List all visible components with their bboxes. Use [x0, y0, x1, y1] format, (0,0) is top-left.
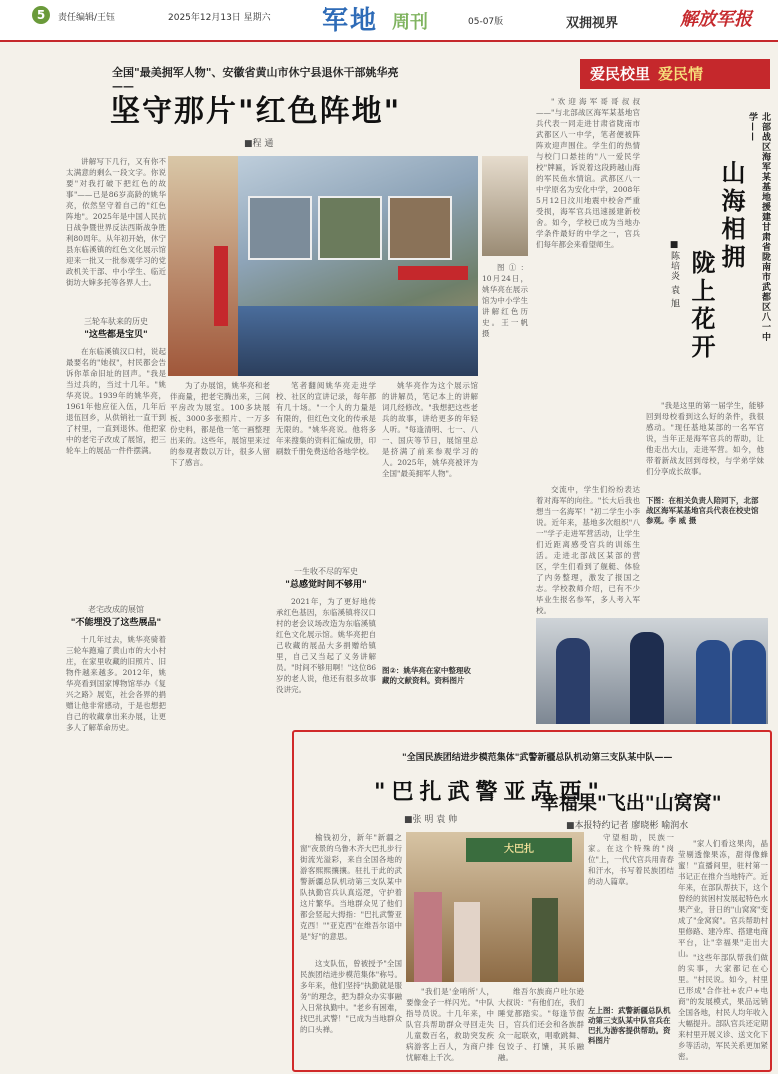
right-top-column-3: "我是这里的第一届学生，能够回到母校看到这么好的条件，我很感动。"现任基地某部的一名军官说，当年正是海军官兵的帮助，让他走出大山，走进军营。如今，他带着新战友回到母校，与学弟学妹们分享成长故事。 — [646, 401, 764, 476]
right-top-photo — [536, 618, 768, 724]
lead-column-1: 讲解写下几行，又有你不太满意的剩么一段文字。你说要"对我打破下把红色的故事"——已是86岁高龄的姚华亮，依然坚守着自己的"红色阵地"。2025年是中国人民抗日战争暨世界反法西斯战争胜利80周年。从年初开始，休宁县东临溪镇的红色文化展示馆迎来一批又一批参观学习的党政机关干部、中小学生、临近街坊大婶多托等各界人士。 — [66, 157, 166, 287]
lead-subhead-1: 三轮车驮来的历史 "这些都是宝贝" — [84, 317, 148, 340]
box-column-1: 榆钱初分，新年"新疆之窗"夜景的乌鲁木齐大巴扎步行街流光溢彩，来自全国各地的游客熙熙攘攘。驻扎于此的武警新疆总队机动第三支队某中队执勤官兵认真巡逻，守护着这片繁华。当地群众见了他们都会竖起大拇指："巴扎武警亚克西！""亚克西"在维吾尔语中是"好"的意思。 — [300, 833, 402, 941]
right-top-byline: ■陈培炎 袁 旭 — [669, 240, 679, 309]
lead-subhead-2: 老宅改成的展馆 "不能埋没了这些展品" — [70, 605, 162, 628]
column-banner: 爱民校里 爱民情 — [580, 59, 770, 89]
box-column-4: 维吾尔族商户吐尔逊大叔说："有他们在，我们睡觉都踏实。"每逢节假日，官兵们还会和各族群众一起联欢，唱歌跳舞、包饺子、打馕，其乐融融。 — [498, 987, 584, 1062]
lead-column-5: 笔者翻阅姚华亮走进学校、社区的宣讲记录，每年都有几十场。"一个人的力量是有限的，但红色文化的传承是无限的。"姚华亮说。他将多年来搜集的资料汇编成册，印刷数千册免费送给各地学校。 — [276, 381, 376, 456]
lead-byline: ■程 通 — [244, 139, 274, 149]
lead-photo — [168, 156, 478, 376]
box-column-2: 这支队伍，曾被授予"全国民族团结进步模范集体"称号。多年来，他们坚持"执勤就是服务"的理念，把为群众办实事融入日常执勤中。"老乡有困难，找巴扎武警！"已成为当地群众的口头禅。 — [300, 959, 402, 1034]
right-top-title-a: 山海相拥 — [717, 160, 746, 272]
lead-column-8: 图①：10月24日，姚华亮在展示馆为中小学生讲解红色历史。王一帆 摄 — [482, 263, 528, 338]
right-top-caption: 下图：在相关负责人陪同下，北部战区海军某基地官兵代表在校史馆参观。李 威 摄 — [646, 496, 759, 525]
lead-title: 坚守那片"红色阵地" — [110, 94, 402, 129]
box-caption: 左上图：武警新疆总队机动第三支队某中队官兵在巴扎为游客提供帮助。资料图片 — [588, 1006, 671, 1045]
lead-caption: 图②：姚华亮在家中整理收藏的文献资料。资料图片 — [382, 666, 471, 685]
section-name: 双拥视界 — [566, 16, 619, 31]
editor-credit: 责任编辑/王钰 — [58, 13, 116, 23]
lead-column-3: 十几年过去，姚华亮骑着三轮车跑遍了黄山市的大小村庄，在家里收藏的旧照片、旧物件越来越多。2012年，姚华亮看到国家博物馆举办《复兴之路》展览，社会各界的捐赠让他非常感动，于是也想把自己的收藏拿出来办展，让更多人了解革命历史。 — [66, 635, 166, 732]
right-bottom-title: "幸福果"飞出"山窝窝" — [530, 792, 722, 814]
issue-date: 2025年12月13日 星期六 — [168, 13, 271, 23]
box-column-3: "我们是'金哨所'人，要像金子一样闪光。"中队指导员说。十几年来，中队官兵帮助群众寻回走失儿童数百名，救助突发疾病游客上百人，为商户排忧解难上千次。 — [406, 987, 494, 1062]
lead-photo-2 — [482, 156, 528, 256]
right-top-column-1: "欢迎海军哥哥叔叔——"与北部战区海军某基地官兵代表一同走进甘肃省陇南市武都区八一中学，笔者便被阵阵欢迎声围住。学生们的热情与校门口悬挂的"八一爱民学校"牌匾，诉说着这段跨越山海的军民鱼水情谊。武都区八一中学原名为安化中学，2008年5月12日汶川地震中校舍严重受损，海军官兵迅速援建新校舍。如今，学校已成为当地办学条件最好的中学之一，官兵们每年都会来看望师生。 — [536, 97, 640, 249]
issue-pages: 05-07版 — [468, 17, 504, 27]
lead-column-6: 2021年，为了更好地传承红色基因，东临溪镇将汉口村的老会议场改造为东临溪镇红色文化展示馆。姚华亮把自己收藏的展品大多捐赠给镇里，自己又当起了义务讲解员。"时间不够用啊！"这位86岁的老人说，他还有很多故事没讲完。 — [276, 597, 376, 694]
right-top-title-b: 陇上花开 — [687, 250, 716, 362]
box-subtitle: "全国民族团结进步模范集体"武警新疆总队机动第三支队某中队—— — [402, 753, 673, 763]
right-bottom-column-1: "家人们看这果肉，晶莹剔透像果冻，甜得像蜂蜜！"直播间里，驻村第一书记正在推介当地特产。近年来，在部队帮扶下，这个曾经的贫困村发展起特色水果产业，昔日的"山窝窝"变成了"金窝窝"。官兵帮助村里修路、建冷库、搭建电商平台，让"幸福果"走出大山。 — [678, 839, 768, 958]
page-number: 5 — [32, 6, 50, 24]
box-byline: ■张 明 袁 帅 — [404, 815, 458, 825]
lead-subhead-3: 一生收不尽的军史 "总感觉时间不够用" — [285, 567, 367, 590]
lead-subtitle: 全国"最美拥军人物"、安徽省黄山市休宁县退休干部姚华亮—— — [112, 66, 399, 93]
page-header — [0, 0, 778, 42]
right-bottom-byline: ■本报特约记者 廖晓彬 喻润水 — [566, 821, 689, 831]
right-bottom-column-2: "这些年部队帮我们做的实事，大家都记在心里。"村民说。如今，村里已形成"合作社+农户+电商"的发展模式，果品远销全国各地，村民人均年收入大幅提升。部队官兵还定期来村里开展义诊、送文化下乡等活动，军民关系更加紧密。 — [678, 953, 768, 1061]
brand-sub: 周刊 — [392, 12, 428, 33]
right-top-column-2: 交流中，学生们纷纷表达着对海军的向往。"长大后我也想当一名海军！"初二学生小李说。近年来，基地多次组织"八一"学子走进军营活动，让学生们近距离感受官兵的训练生活。走进北部战区某部的营区，学生们看到了舰艇、体验了内务整理，激发了报国之志。学校教师介绍，已有不少毕业生报名参军，多人考入军校。 — [536, 485, 640, 615]
lead-column-7: 姚华亮作为这个展示馆的讲解员，笔记本上的讲解词几经修改。"我想把这些老兵的故事，讲给更多的年轻人听。"每逢清明、七一、八一、国庆等节日，展馆里总是挤满了前来参观学习的人。2025年，姚华亮被评为全国"最美拥军人物"。 — [382, 381, 478, 478]
newspaper-logo: 解放军报 — [680, 9, 752, 30]
lead-column-2: 在东临溪镇汉口村，说起最要名的"她叔"，村民都会告诉你革命旧址的回声。"我是当过兵的，当过十几年。"姚华亮说。1939年的姚华亮，1961年他应征入伍，几年后退伍回乡，从供销社一直干到了村里，一直到退休。他把家中的老宅子改成了展馆，把三轮车上的展品一件件摆满。 — [66, 347, 166, 455]
lead-column-4: 为了办展馆，姚华亮和老伴商量，把老宅腾出来，三间平房改为展室。100多块展板、3000多张照片、一万多份史料，都是他一笔一画整理出来的。这些年，展馆里来过的参观者数以万计，很多人留下了感言。 — [170, 381, 270, 467]
box-column-5: 守望相助，民族一家。在这个特殊的"岗位"上，一代代官兵用青春和汗水，书写着民族团结的动人篇章。 — [588, 833, 674, 886]
box-photo: 大巴扎 — [406, 832, 584, 982]
box-title: "巴扎武警亚克西" — [374, 779, 605, 805]
brand-main: 军地 — [322, 6, 379, 36]
right-top-kicker: 北部战区海军某基地援建甘肃省陇南市武都区八一中学—— — [747, 112, 770, 342]
